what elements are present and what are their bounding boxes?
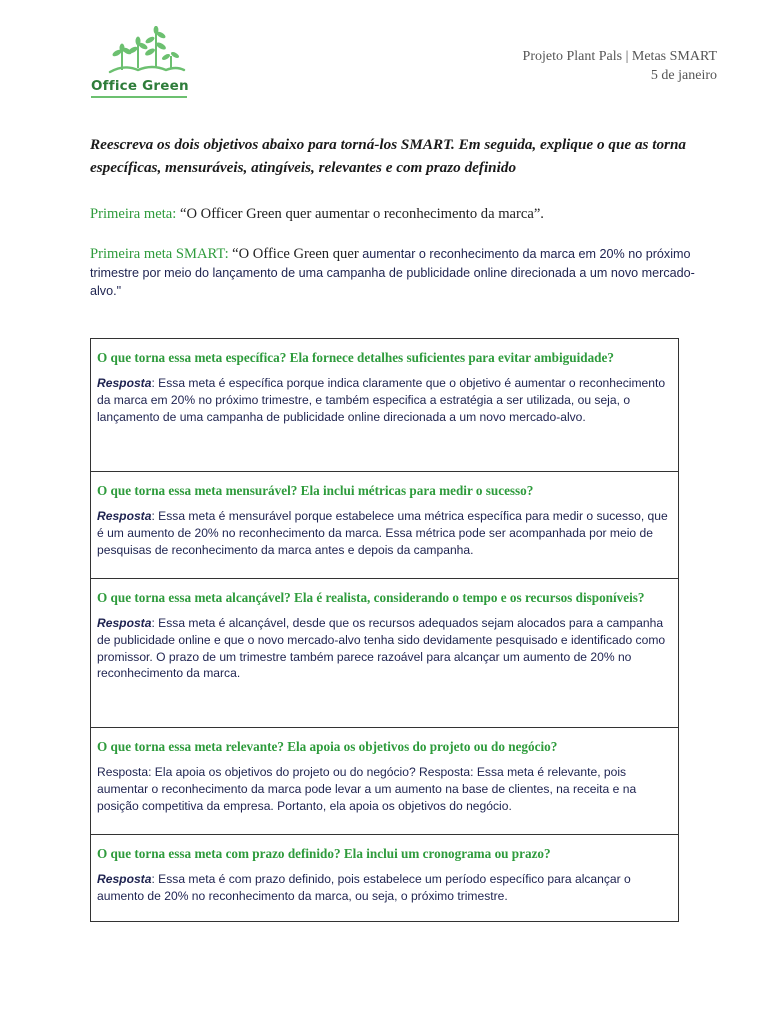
criterion-question: O que torna essa meta específica? Ela fornece detalhes suficientes para evitar ambiguidade?	[97, 350, 614, 365]
answer-text: : Essa meta é mensurável porque estabelece uma métrica específica para medir o sucesso, que é um aumento de 20% no reconhecimento da marca. Essa métrica pode ser acompanhada por meio de pesquisas de reconhecimento da marca antes e depois da campanha.	[97, 509, 668, 557]
answer-prefix: Resposta	[97, 616, 152, 630]
table-row	[91, 728, 679, 835]
brand-underline	[91, 96, 187, 98]
answer-prefix: Resposta	[97, 872, 152, 886]
header-meta	[523, 47, 717, 85]
original-goal	[90, 206, 710, 223]
smart-goal-label: Primeira meta SMART:	[90, 246, 229, 262]
answer-text: : Essa meta é específica porque indica claramente que o objetivo é aumentar o reconhecimento da marca em 20% no próximo trimestre, e também especifica a estratégia a ser utilizada, ou seja, o lançamento de uma campanha de publicidade online direcionada a um novo mercado-alvo.	[97, 376, 666, 424]
criterion-achievable	[91, 579, 679, 728]
table-row	[91, 835, 679, 922]
criterion-answer	[97, 764, 672, 814]
criterion-question: O que torna essa meta com prazo definido? Ela inclui um cronograma ou prazo?	[97, 846, 551, 861]
smart-goal	[90, 245, 710, 301]
table-row	[91, 472, 679, 579]
criterion-question: O que torna essa meta alcançável? Ela é realista, considerando o tempo e os recursos disponíveis?	[97, 590, 645, 605]
document-date: 5 de janeiro	[650, 68, 717, 83]
brand-logo	[90, 26, 200, 100]
answer-text: Resposta: Ela apoia os objetivos do projeto ou do negócio? Resposta: Essa meta é relevante, pois aumentar o reconhecimento da marca pode levar a um aumento na base de clientes, na receita e na posição competitiva da empresa. Portanto, ela apoia os objetivos do negócio.	[97, 765, 637, 813]
criterion-question: O que torna essa meta mensurável? Ela inclui métricas para medir o sucesso?	[97, 483, 534, 498]
answer-prefix: Resposta	[97, 509, 152, 523]
smart-goal-lead: “O Office Green quer	[232, 246, 359, 262]
smart-goal-text: aumentar o reconhecimento da marca em 20% no próximo trimestre por meio do lançamento de uma campanha de publicidade online direcionada a um novo mercado-alvo."	[90, 247, 695, 298]
original-goal-text: “O Officer Green quer aumentar o reconhecimento da marca”.	[179, 206, 544, 222]
criterion-answer	[97, 871, 672, 905]
criterion-measurable	[91, 472, 679, 579]
brand-name: Office Green	[91, 78, 189, 94]
criterion-answer	[97, 508, 672, 558]
criterion-question: O que torna essa meta relevante? Ela apoia os objetivos do projeto ou do negócio?	[97, 739, 558, 754]
project-title: Projeto Plant Pals | Metas SMART	[522, 49, 717, 64]
criterion-specific	[91, 339, 679, 472]
criterion-relevant	[91, 728, 679, 835]
table-row	[91, 579, 679, 728]
answer-text: : Essa meta é alcançável, desde que os recursos adequados sejam alocados para a campanha de publicidade online e que o novo mercado-alvo tenha sido devidamente pesquisado e identificado como promissor. O prazo de um trimestre também parece razoável para alcançar um aumento de 20% no reconhecimento da marca.	[97, 616, 666, 681]
criterion-time-bound	[91, 835, 679, 922]
smart-criteria-table	[90, 338, 679, 922]
original-goal-label: Primeira meta:	[90, 206, 177, 222]
answer-prefix: Resposta	[97, 376, 152, 390]
sprouts-icon	[104, 26, 188, 78]
table-row	[91, 339, 679, 472]
instruction-text: Reescreva os dois objetivos abaixo para torná-los SMART. Em seguida, explique o que as torna específicas, mensuráveis, atingíveis, relevantes e com prazo definido	[90, 136, 687, 176]
criterion-answer	[97, 615, 672, 682]
criterion-answer	[97, 375, 672, 425]
answer-text: : Essa meta é com prazo definido, pois estabelece um período específico para alcançar o aumento de 20% no reconhecimento da marca, ou seja, o próximo trimestre.	[97, 872, 631, 903]
